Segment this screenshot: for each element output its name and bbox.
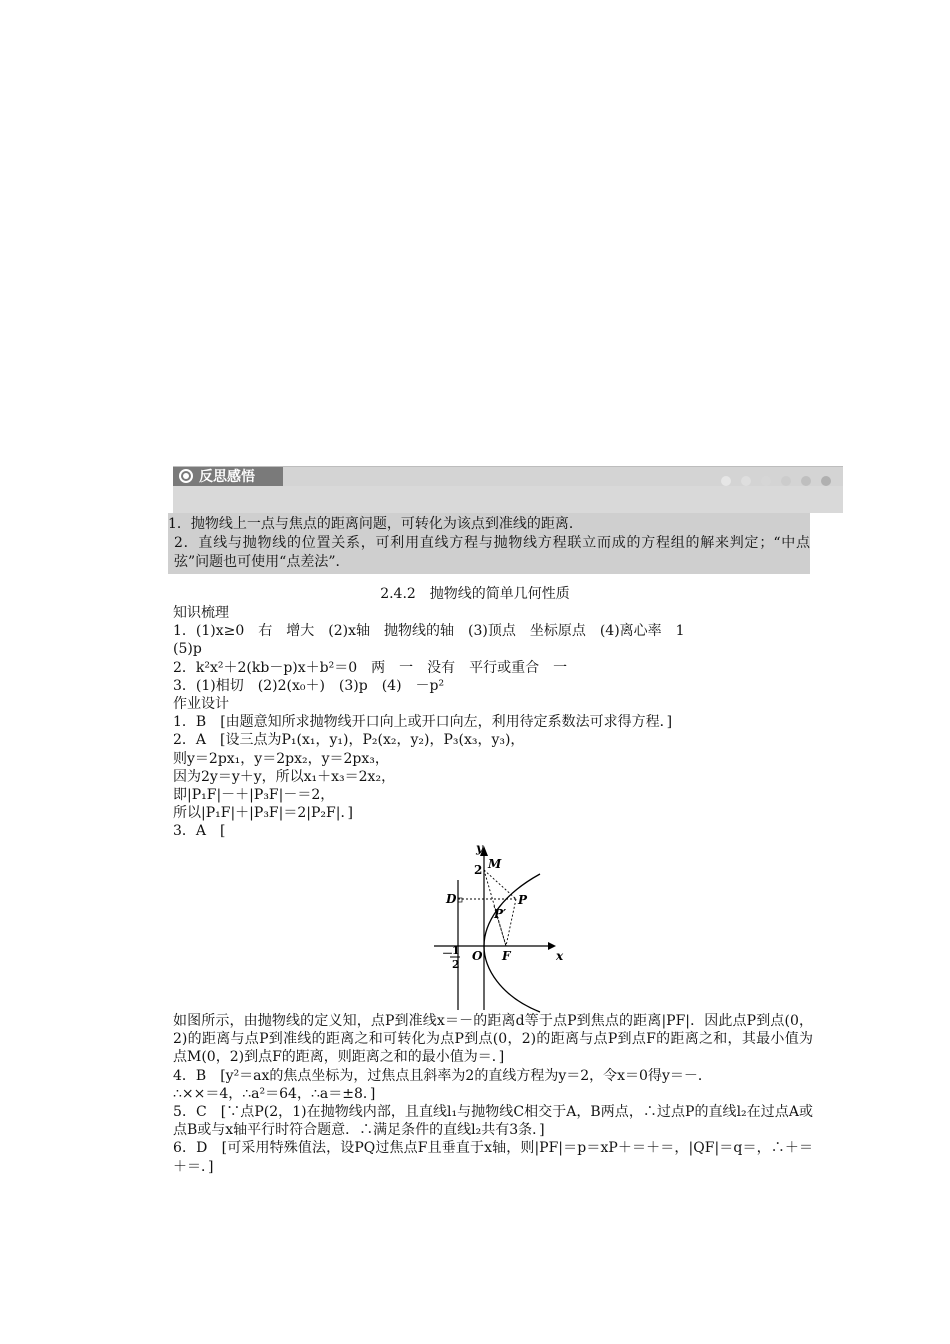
decorative-dot-icon	[761, 476, 771, 486]
section-title: 2.4.2 抛物线的简单几何性质	[380, 586, 570, 602]
answer-line: 1．(1)x≥0 右 增大 (2)x轴 抛物线的轴 (3)顶点 坐标原点 (4)离心率 1	[173, 623, 685, 640]
reflection-item-2: 2．直线与抛物线的位置关系，可利用直线方程与抛物线方程联立而成的方程组的解来判定；“中点弦”问题也可使用“点差法”．	[174, 535, 810, 570]
answer-line: 所以|P₁F|＋|P₃F|＝2|P₂F|．]	[173, 805, 353, 822]
answer-paragraph: 如图所示，由抛物线的定义知，点P到准线x＝－的距离d等于点P到焦点的距离|PF|．因此点P到点(0，2)的距离与点P到准线的距离之和可转化为点P到点(0，2)的距离与点P到点F的距离之和，其最小值为点M(0，2)到点F的距离，则距离之和的最小值为＝．]	[173, 1013, 813, 1066]
answers-block	[173, 604, 813, 841]
answer-paragraph: 4．B [y²＝ax的焦点坐标为，过焦点且斜率为2的直线方程为y＝2，令x＝0得y＝－．	[173, 1067, 712, 1084]
parabola-figure	[430, 840, 564, 1012]
dashed-PF	[506, 899, 516, 946]
decorative-dot-icon	[721, 476, 731, 486]
answer-paragraph: 5．C [∵点P(2，1)在抛物线内部，且直线l₁与抛物线C相交于A，B两点，∴过点P的直线l₂在过点A或点B或与x轴平行时符合题意．∴满足条件的直线l₂共有3条．]	[173, 1104, 813, 1139]
reflection-banner	[173, 466, 843, 487]
y-axis-label: y	[476, 841, 483, 855]
label-M: M	[488, 857, 502, 871]
decorative-dot-icon	[781, 476, 791, 486]
x-axis-label: x	[556, 949, 564, 963]
reflection-box	[168, 513, 810, 574]
answer-line: (5)p	[173, 641, 202, 658]
answer-paragraph: 6．D [可采用特殊值法，设PQ过焦点F且垂直于x轴，则|PF|＝p＝xP＋＝＋＝，|QF|＝q＝，∴＋＝＋＝．]	[173, 1140, 813, 1175]
answer-line: 2．A [设三点为P₁(x₁，y₁)，P₂(x₂，y₂)，P₃(x₃，y₃)，	[173, 732, 525, 749]
decorative-dot-icon	[741, 476, 751, 486]
answer-line: 1．B [由题意知所求抛物线开口向上或开口向左，利用待定系数法可求得方程．]	[173, 714, 673, 731]
answer-line: 3．A [	[173, 823, 226, 840]
answer-line: 因为2y＝y＋y，所以x₁＋x₃＝2x₂，	[173, 768, 396, 785]
decorative-dot-icon	[821, 476, 831, 486]
answer-paragraph: ∴××＝4，∴a²＝64，∴a＝±8．]	[173, 1085, 376, 1102]
x-axis-arrow-icon	[548, 942, 556, 950]
label-half-denominator: 2	[452, 958, 460, 971]
decorative-dot-icon	[801, 476, 811, 486]
answer-line: 作业设计	[173, 696, 229, 713]
label-minus: －	[442, 947, 453, 960]
answer-line: 即|P₁F|－＋|P₃F|－＝2，	[173, 787, 335, 804]
circle-bullet-icon	[179, 469, 193, 483]
answer-line: 2．k²x²＋2(kb－p)x＋b²＝0 两 一 没有 平行或重合 一	[173, 659, 568, 676]
label-half-numerator: 1	[452, 944, 460, 957]
answer-line: 3．(1)相切 (2)2(x₀＋) (3)p (4) －p²	[173, 677, 445, 694]
reflection-item-1: 1．抛物线上一点与焦点的距离问题，可转化为该点到准线的距离．	[168, 516, 583, 532]
label-P-prime: P′	[494, 907, 507, 921]
banner-band	[173, 486, 843, 513]
answers-block-2	[173, 1012, 813, 1176]
label-P: P	[518, 893, 528, 907]
banner-tab	[173, 467, 283, 487]
banner-title: 反思感悟	[199, 469, 255, 485]
label-O: O	[472, 949, 483, 963]
label-2: 2	[474, 863, 483, 877]
label-F: F	[502, 949, 511, 963]
dashed-MP	[484, 870, 516, 899]
label-D: D	[446, 892, 457, 906]
answer-line: 则y＝2px₁，y＝2px₂，y＝2px₃，	[173, 750, 389, 767]
parabola-curve	[484, 874, 540, 1012]
answer-line: 知识梳理	[173, 605, 229, 621]
